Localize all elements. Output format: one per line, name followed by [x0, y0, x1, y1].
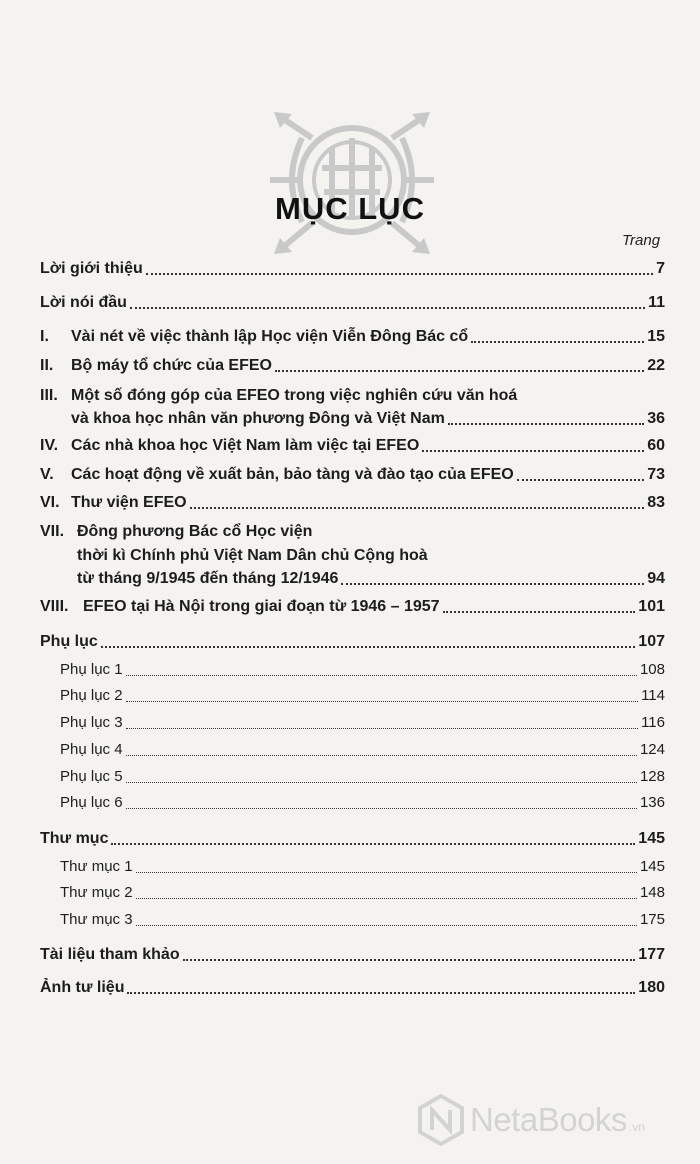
toc-entry: [40, 597, 665, 617]
toc-entry-number: II.: [40, 357, 54, 374]
toc-entry-page: 145: [638, 830, 665, 847]
toc-entry-page: 108: [639, 661, 665, 678]
toc-entry-page: 128: [639, 768, 665, 785]
toc-subentry: [40, 767, 665, 787]
toc-entry-page: 36: [647, 410, 665, 427]
toc-entry: [40, 829, 665, 849]
leader-dots: [101, 646, 636, 648]
toc-entry-page: 145: [639, 858, 665, 875]
toc-entry: [40, 493, 665, 513]
watermark-brand: NetaBooks: [470, 1101, 627, 1138]
toc-entry: [40, 465, 665, 485]
toc-entry-page: 116: [641, 714, 665, 731]
toc-entry-text: Phụ lục 5: [60, 768, 123, 785]
toc-entry-text: Các nhà khoa học Việt Nam làm việc tại EFEO: [71, 437, 420, 454]
leader-dots: [275, 370, 644, 372]
leader-dots: [127, 992, 635, 994]
toc-entry-page: 136: [639, 794, 665, 811]
toc-entry-text: từ tháng 9/1945 đến tháng 12/1946: [77, 570, 339, 587]
toc-entry-page: 177: [638, 946, 665, 963]
toc-entry-number: V.: [40, 466, 54, 483]
toc-entry-text: Thư viện EFEO: [71, 494, 187, 511]
leader-dots: [126, 808, 637, 809]
leader-dots: [136, 872, 637, 873]
page-title: MỤC LỤC: [275, 191, 425, 226]
leader-dots: [443, 611, 636, 613]
toc-subentry: [40, 713, 665, 733]
toc-entry: [40, 436, 665, 456]
toc-entry-text: Tài liệu tham khảo: [40, 946, 180, 963]
toc-subentry: [40, 857, 665, 877]
toc-entry: [40, 327, 665, 347]
toc-entry-text: Thư mục 1: [60, 858, 133, 875]
toc-entry-page: 175: [639, 911, 665, 928]
toc-entry-text: và khoa học nhân văn phương Đông và Việt Nam: [71, 410, 445, 427]
toc-subentry: [40, 740, 665, 760]
efeo-emblem-icon: [262, 108, 442, 260]
toc-entry-page: 60: [647, 437, 665, 454]
toc-entry-text-line: Một số đóng góp của EFEO trong việc nghiên cứu văn hoá: [71, 387, 518, 404]
netabooks-logo-icon: [418, 1094, 464, 1146]
toc-entry-number: VIII.: [40, 598, 69, 615]
toc-entry-page: 124: [639, 741, 665, 758]
leader-dots: [126, 755, 637, 756]
toc-entry-text: Thư mục 2: [60, 884, 133, 901]
leader-dots: [190, 507, 645, 509]
toc-subentry: [40, 883, 665, 903]
toc-entry-number: III.: [40, 387, 58, 404]
leader-dots: [422, 450, 644, 452]
toc-entry-text: Ảnh tư liệu: [40, 979, 125, 996]
toc-entry-text: Phụ lục 1: [60, 661, 123, 678]
toc-entry-page: 107: [638, 633, 665, 650]
toc-entry-text: Vài nét về việc thành lập Học viện Viễn Đông Bác cổ: [71, 328, 469, 345]
toc-entry-page: 11: [648, 294, 665, 311]
toc-entry-page: 114: [641, 687, 665, 704]
leader-dots: [517, 479, 644, 481]
toc-entry-page: 83: [647, 494, 665, 511]
toc-subentry: [40, 910, 665, 930]
toc-subentry: [40, 686, 665, 706]
toc-entry-second-line: [40, 546, 665, 566]
toc-entry: [40, 356, 665, 376]
leader-dots: [471, 341, 644, 343]
toc-entry-text: Các hoạt động về xuất bản, bảo tàng và đào tạo của EFEO: [71, 466, 514, 483]
page-column-label: Trang: [622, 232, 661, 249]
toc-subentry: [40, 660, 665, 680]
toc-entry-number: VII.: [40, 523, 65, 540]
toc-entry-text-line: thời kì Chính phủ Việt Nam Dân chủ Cộng hoà: [77, 547, 428, 564]
toc-entry-first-line: [40, 522, 665, 542]
toc-entry-number: IV.: [40, 437, 59, 454]
leader-dots: [126, 782, 637, 783]
toc-entry: [40, 632, 665, 652]
toc-entry-first-line: [40, 386, 665, 406]
toc-entry-text: Phụ lục 6: [60, 794, 123, 811]
toc-subentry: [40, 793, 665, 813]
leader-dots: [341, 583, 644, 585]
toc-entry-text: Phụ lục 3: [60, 714, 123, 731]
toc-entry-page: 22: [647, 357, 665, 374]
toc-entry-page: 94: [647, 570, 665, 587]
toc-entry-text: Phụ lục: [40, 633, 98, 650]
toc-entry-text: Phụ lục 2: [60, 687, 123, 704]
toc-entry-text: EFEO tại Hà Nội trong giai đoạn từ 1946 – 1957: [83, 598, 440, 615]
toc-entry-page: 15: [647, 328, 665, 345]
leader-dots: [126, 728, 639, 729]
toc-entry: [40, 569, 665, 589]
watermark: [418, 1091, 688, 1149]
leader-dots: [146, 273, 653, 275]
toc-entry-text: Bộ máy tổ chức của EFEO: [71, 357, 272, 374]
toc-entry-number: VI.: [40, 494, 60, 511]
toc-entry: [40, 945, 665, 965]
toc-entry-text: Thư mục 3: [60, 911, 133, 928]
toc-entry-page: 73: [647, 466, 665, 483]
toc-entry: [40, 259, 665, 279]
toc-entry: [40, 293, 665, 313]
toc-entry-page: 101: [638, 598, 665, 615]
toc-entry-text: Lời nói đầu: [40, 294, 127, 311]
leader-dots: [136, 925, 637, 926]
toc-entry-text: Thư mục: [40, 830, 109, 847]
leader-dots: [130, 307, 645, 309]
leader-dots: [111, 843, 635, 845]
toc-entry-number: I.: [40, 328, 49, 345]
leader-dots: [183, 959, 636, 961]
toc-entry-page: 148: [639, 884, 665, 901]
toc-entry-text: Phụ lục 4: [60, 741, 123, 758]
leader-dots: [448, 423, 644, 425]
leader-dots: [126, 701, 639, 702]
toc-entry: [40, 409, 665, 429]
toc-entry-text-line: Đông phương Bác cổ Học viện: [77, 523, 313, 540]
toc-entry-page: 7: [656, 260, 665, 277]
leader-dots: [136, 898, 637, 899]
toc-entry-page: 180: [638, 979, 665, 996]
leader-dots: [126, 675, 637, 676]
watermark-tld: .vn: [628, 1120, 645, 1134]
toc-entry: [40, 978, 665, 998]
toc-entry-text: Lời giới thiệu: [40, 260, 143, 277]
